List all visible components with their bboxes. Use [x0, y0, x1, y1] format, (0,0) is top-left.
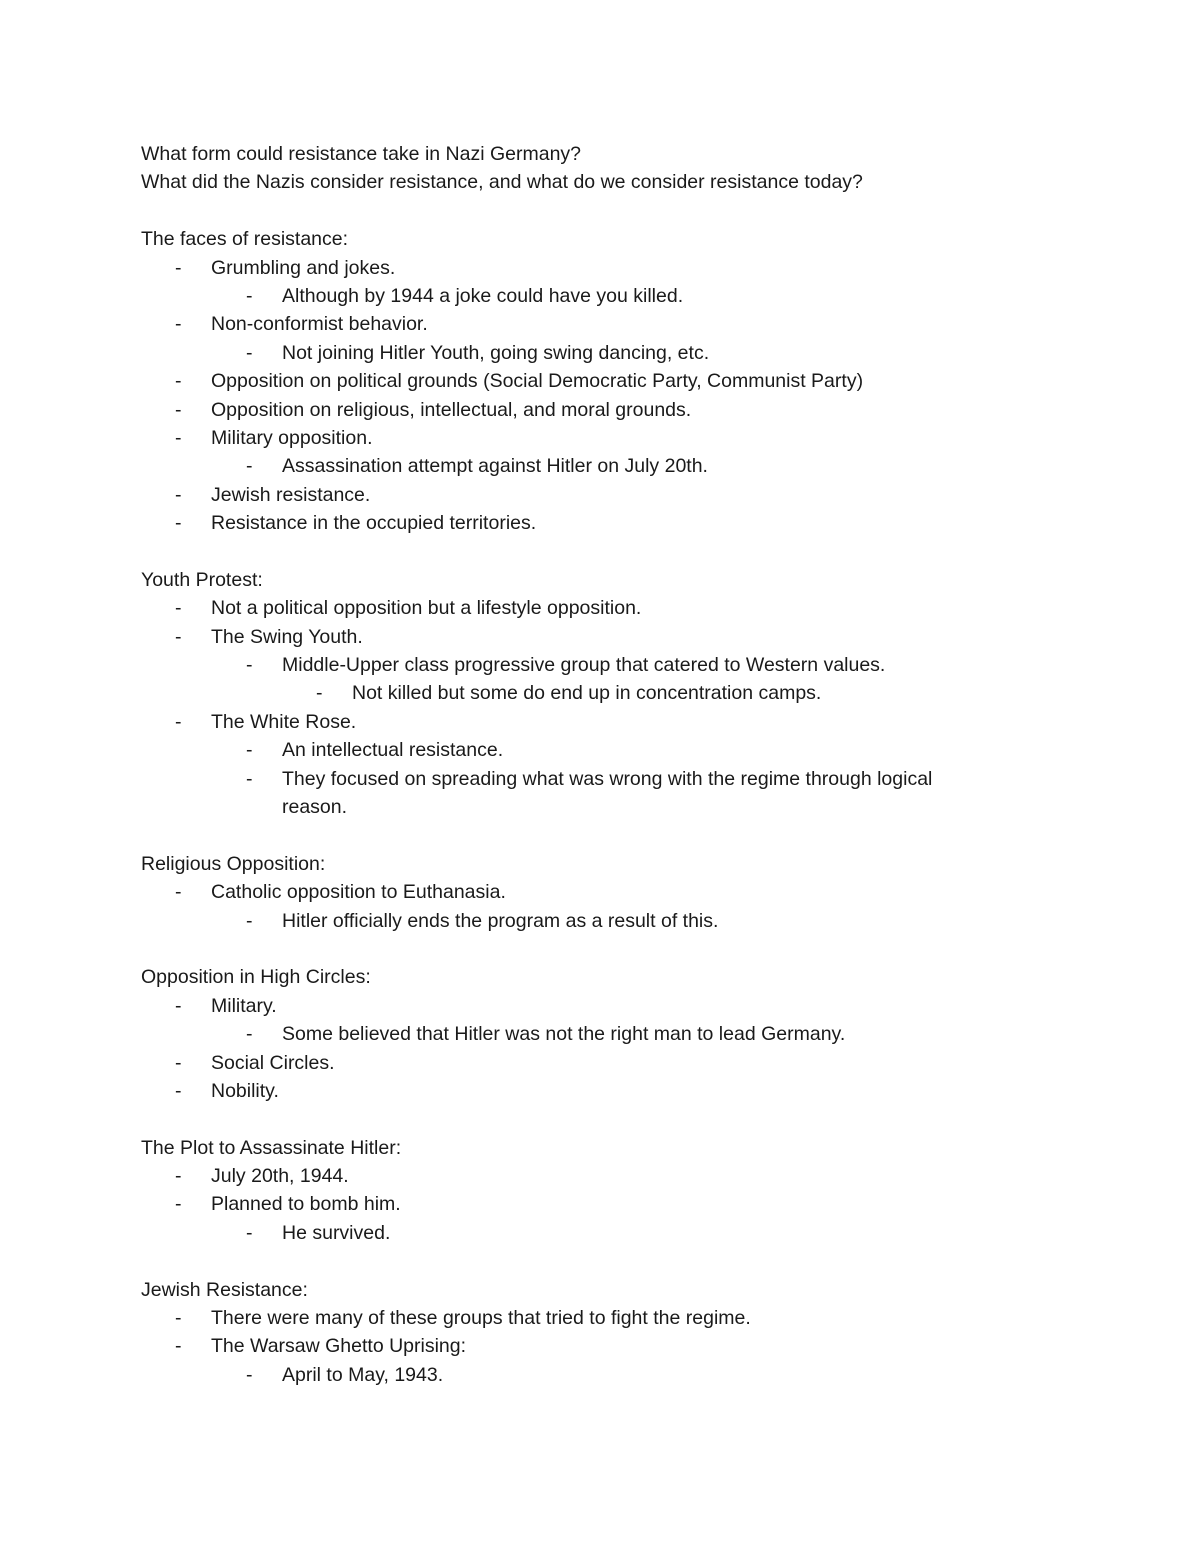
list-item: - Middle-Upper class progressive group that catered to Western values. — [141, 651, 1101, 679]
bullet-dash: - — [175, 256, 182, 279]
bullet-dash: - — [316, 682, 323, 705]
blank-line — [141, 821, 1101, 849]
bullet-dash: - — [175, 1051, 182, 1074]
list-item: - Military. — [141, 992, 1101, 1020]
bullet-dash: - — [175, 1193, 182, 1216]
blank-line — [141, 1105, 1101, 1133]
bullet-dash: - — [175, 426, 182, 449]
list-item: - They focused on spreading what was wrong with the regime through logical — [141, 765, 1101, 793]
list-item: - The White Rose. — [141, 708, 1101, 736]
bullet-dash: - — [175, 1307, 182, 1330]
bullet-dash: - — [246, 654, 253, 677]
section-heading-religious: Religious Opposition: — [141, 852, 326, 875]
list-item: - Opposition on religious, intellectual, and moral grounds. — [141, 396, 1101, 424]
bullet-dash: - — [175, 1335, 182, 1358]
bullet-dash: - — [175, 625, 182, 648]
bullet-dash: - — [175, 710, 182, 733]
list-item: - Not a political opposition but a lifestyle opposition. — [141, 594, 1101, 622]
list-item: - Social Circles. — [141, 1049, 1101, 1077]
list-item: - He survived. — [141, 1219, 1101, 1247]
bullet-dash: - — [246, 455, 253, 478]
list-item: - The Warsaw Ghetto Uprising: — [141, 1332, 1101, 1360]
question-line: What form could resistance take in Nazi Germany? — [141, 143, 582, 165]
blank-line — [141, 197, 1101, 225]
list-item: - There were many of these groups that tried to fight the regime. — [141, 1304, 1101, 1332]
bullet-dash: - — [175, 313, 182, 336]
list-item: - Although by 1944 a joke could have you killed. — [141, 282, 1101, 310]
list-item: - Planned to bomb him. — [141, 1190, 1101, 1218]
bullet-dash: - — [175, 994, 182, 1017]
list-item: - Not joining Hitler Youth, going swing dancing, etc. — [141, 339, 1101, 367]
section-heading-faces: The faces of resistance: — [141, 228, 349, 251]
blank-line — [141, 537, 1101, 565]
bullet-dash: - — [246, 909, 253, 932]
bullet-dash: - — [246, 284, 253, 307]
list-item: - Jewish resistance. — [141, 481, 1101, 509]
bullet-dash: - — [175, 881, 182, 904]
bullet-dash: - — [246, 767, 253, 790]
list-item: - Hitler officially ends the program as a result of this. — [141, 907, 1101, 935]
bullet-dash: - — [175, 1079, 182, 1102]
section-heading-high-circles: Opposition in High Circles: — [141, 966, 371, 989]
list-item: - July 20th, 1944. — [141, 1162, 1101, 1190]
list-item: - Catholic opposition to Euthanasia. — [141, 878, 1101, 906]
bullet-dash: - — [246, 341, 253, 364]
list-item: - Non-conformist behavior. — [141, 310, 1101, 338]
section-heading-youth: Youth Protest: — [141, 568, 263, 591]
list-item: - Resistance in the occupied territories. — [141, 509, 1101, 537]
bullet-dash: - — [175, 483, 182, 506]
list-item-continuation: reason. — [282, 795, 348, 818]
bullet-dash: - — [246, 1363, 253, 1386]
bullet-dash: - — [246, 1221, 253, 1244]
list-item: - Not killed but some do end up in concentration camps. — [141, 679, 1101, 707]
bullet-dash: - — [175, 512, 182, 535]
bullet-dash: - — [175, 597, 182, 620]
list-item: - The Swing Youth. — [141, 623, 1101, 651]
bullet-dash: - — [175, 398, 182, 421]
bullet-dash: - — [246, 739, 253, 762]
list-item: - Assassination attempt against Hitler on July 20th. — [141, 452, 1101, 480]
section-heading-jewish: Jewish Resistance: — [141, 1278, 308, 1301]
list-item: - April to May, 1943. — [141, 1361, 1101, 1389]
list-item: - An intellectual resistance. — [141, 736, 1101, 764]
list-item: - Opposition on political grounds (Social Democratic Party, Communist Party) — [141, 367, 1101, 395]
blank-line — [141, 935, 1101, 963]
question-line: What did the Nazis consider resistance, and what do we consider resistance today? — [141, 171, 863, 194]
bullet-dash: - — [246, 1023, 253, 1046]
section-heading-plot: The Plot to Assassinate Hitler: — [141, 1136, 402, 1159]
list-item: - Grumbling and jokes. — [141, 254, 1101, 282]
bullet-dash: - — [175, 1165, 182, 1188]
list-item: - Military opposition. — [141, 424, 1101, 452]
blank-line — [141, 1247, 1101, 1275]
list-item: - Some believed that Hitler was not the right man to lead Germany. — [141, 1020, 1101, 1048]
bullet-dash: - — [175, 370, 182, 393]
document-body — [141, 140, 1101, 1389]
list-item: - Nobility. — [141, 1077, 1101, 1105]
